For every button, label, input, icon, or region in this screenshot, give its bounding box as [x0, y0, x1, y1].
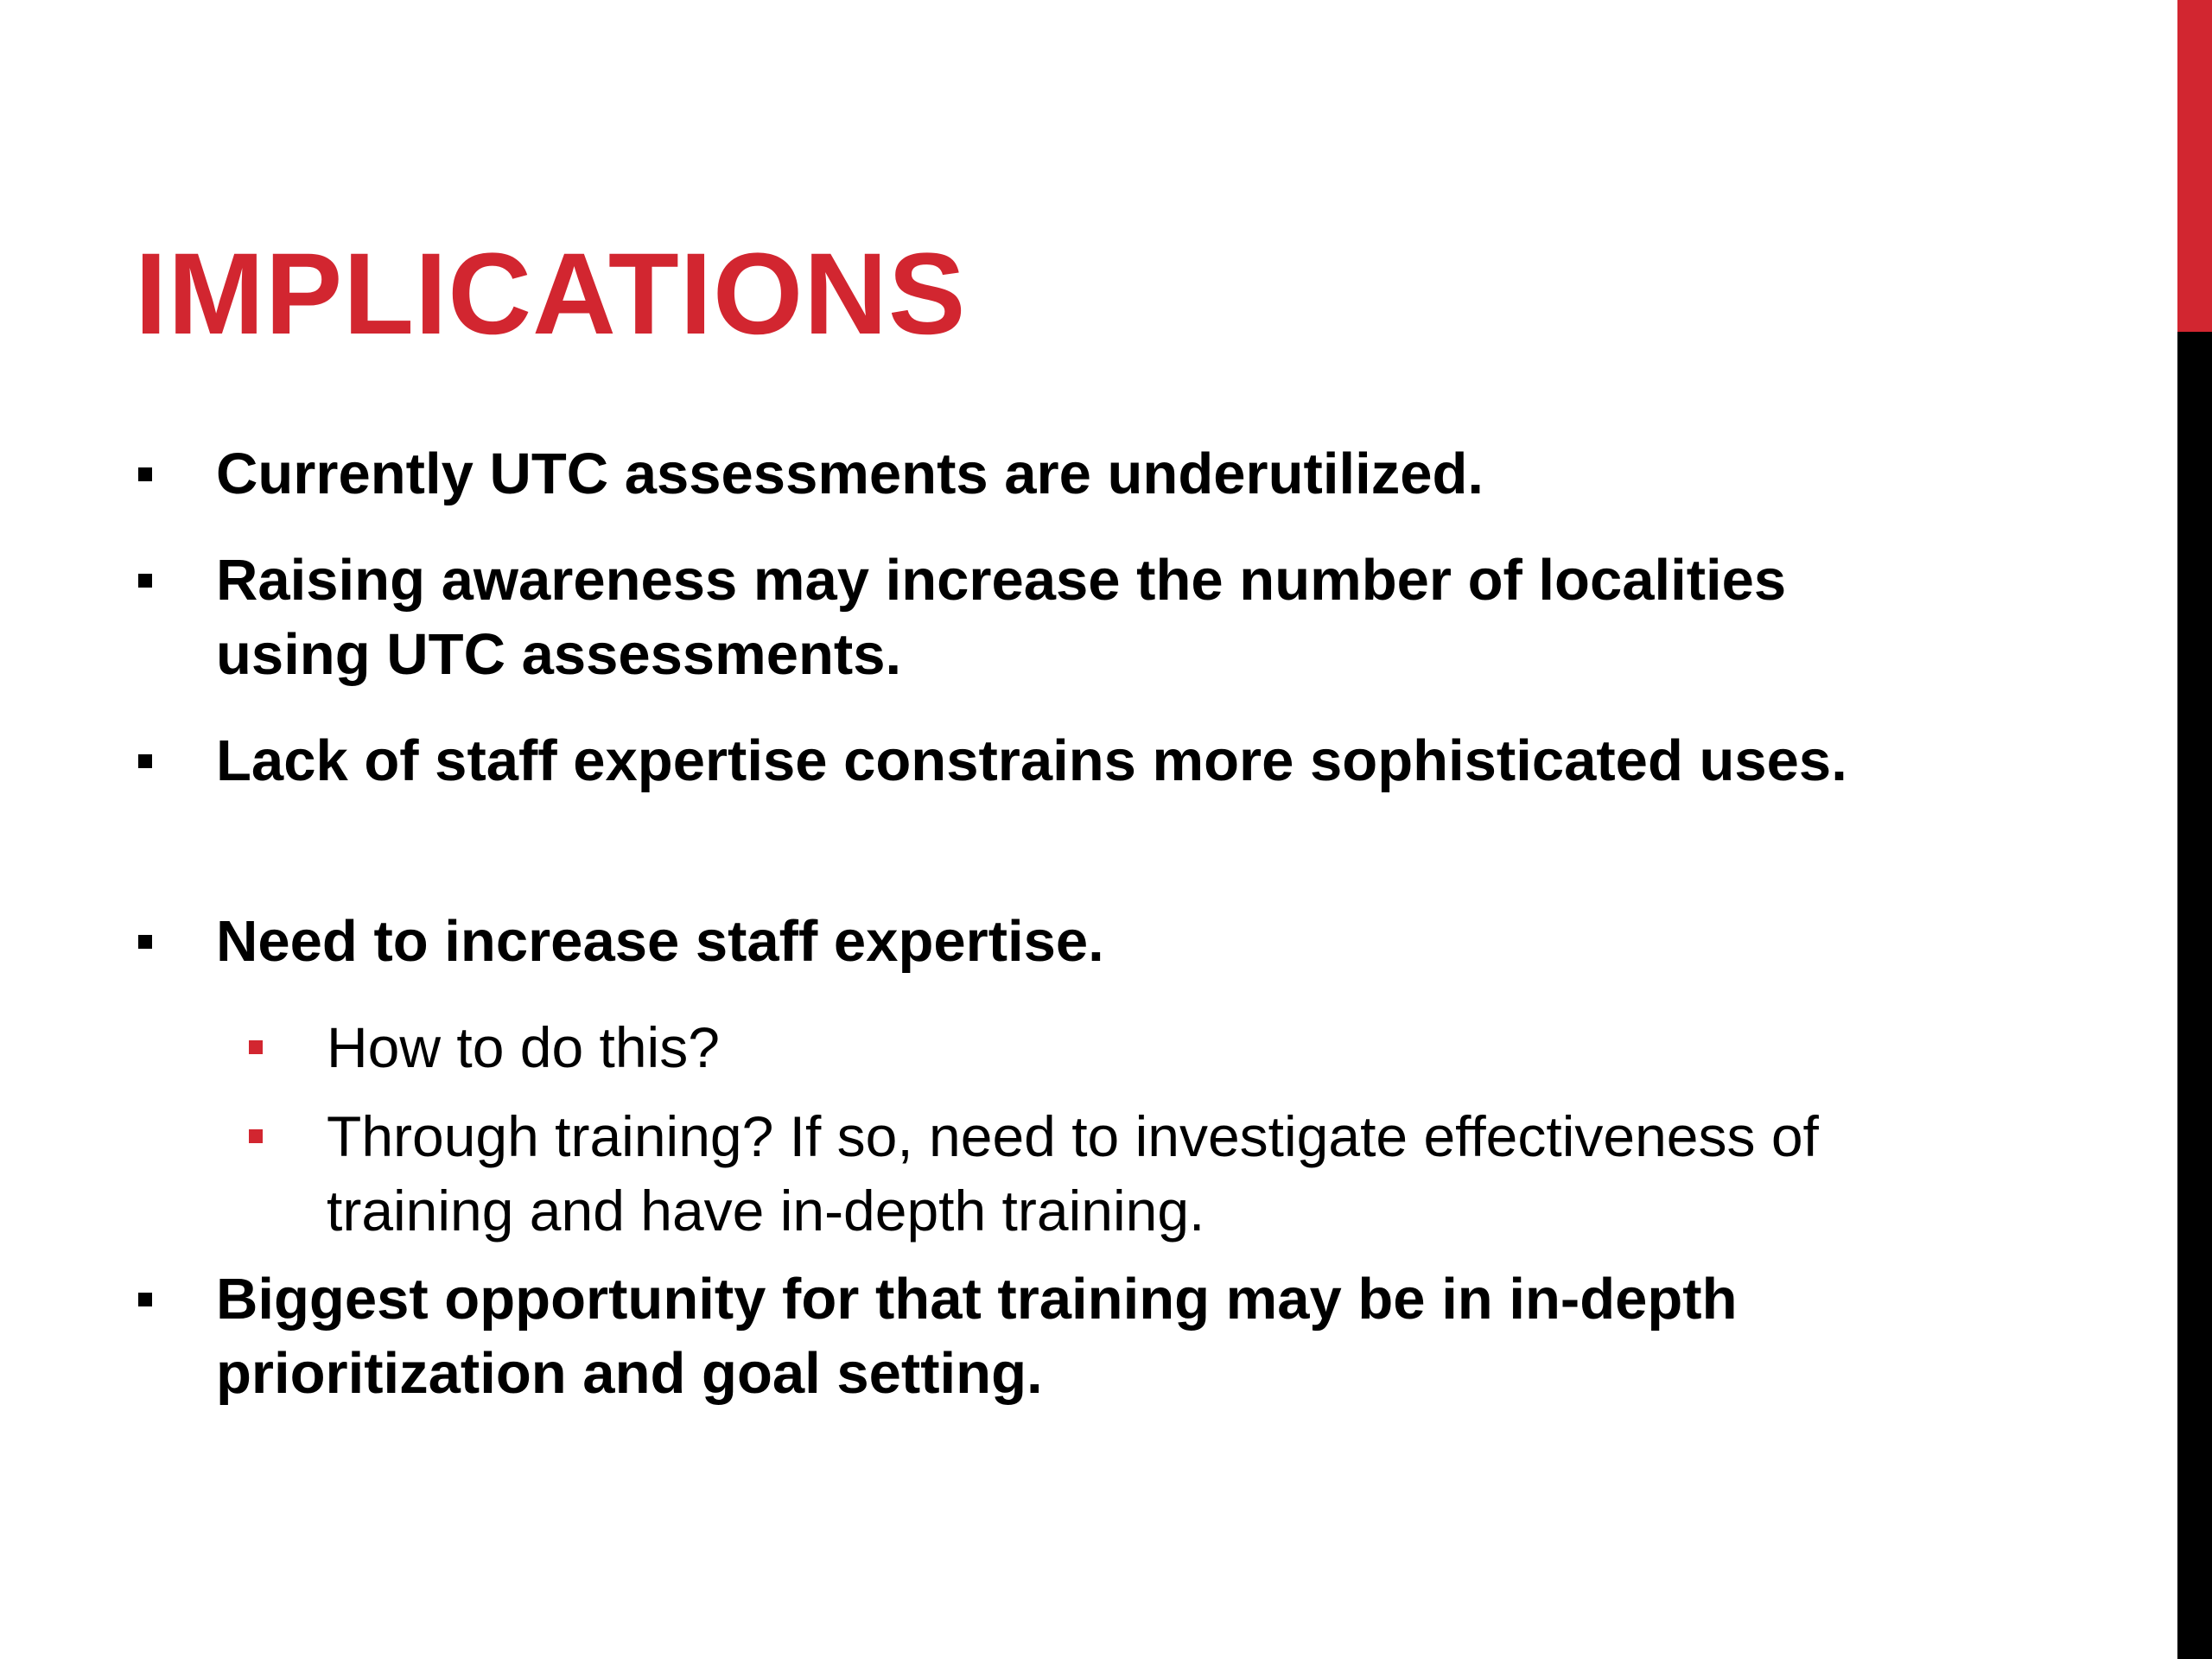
bullet-square-icon [138, 467, 152, 481]
sub-bullet-item: Through training? If so, need to investigate effectiveness of training and have in-depth training. [327, 1104, 1819, 1243]
bullet-square-icon [138, 574, 152, 588]
bullet-item: Raising awareness may increase the number of localities using UTC assessments. [216, 548, 1787, 687]
sub-bullet-item: How to do this? [327, 1015, 720, 1079]
bullet-item: Biggest opportunity for that training may be in in-depth prioritization and goal setting. [216, 1267, 1738, 1406]
bullet-square-icon [138, 935, 152, 949]
bullet-item: Currently UTC assessments are underutilized. [216, 442, 1484, 506]
sub-bullet-square-icon [249, 1040, 263, 1054]
bullet-square-icon [138, 1293, 152, 1306]
sub-bullet-square-icon [249, 1129, 263, 1143]
accent-bar-red [2177, 0, 2212, 332]
slide-title: IMPLICATIONS [135, 230, 967, 359]
bullet-item: Need to increase staff expertise. [216, 909, 1104, 974]
accent-bar-black [2177, 332, 2212, 1659]
bullet-item: Lack of staff expertise constrains more sophisticated uses. [216, 728, 1847, 793]
bullet-square-icon [138, 754, 152, 768]
